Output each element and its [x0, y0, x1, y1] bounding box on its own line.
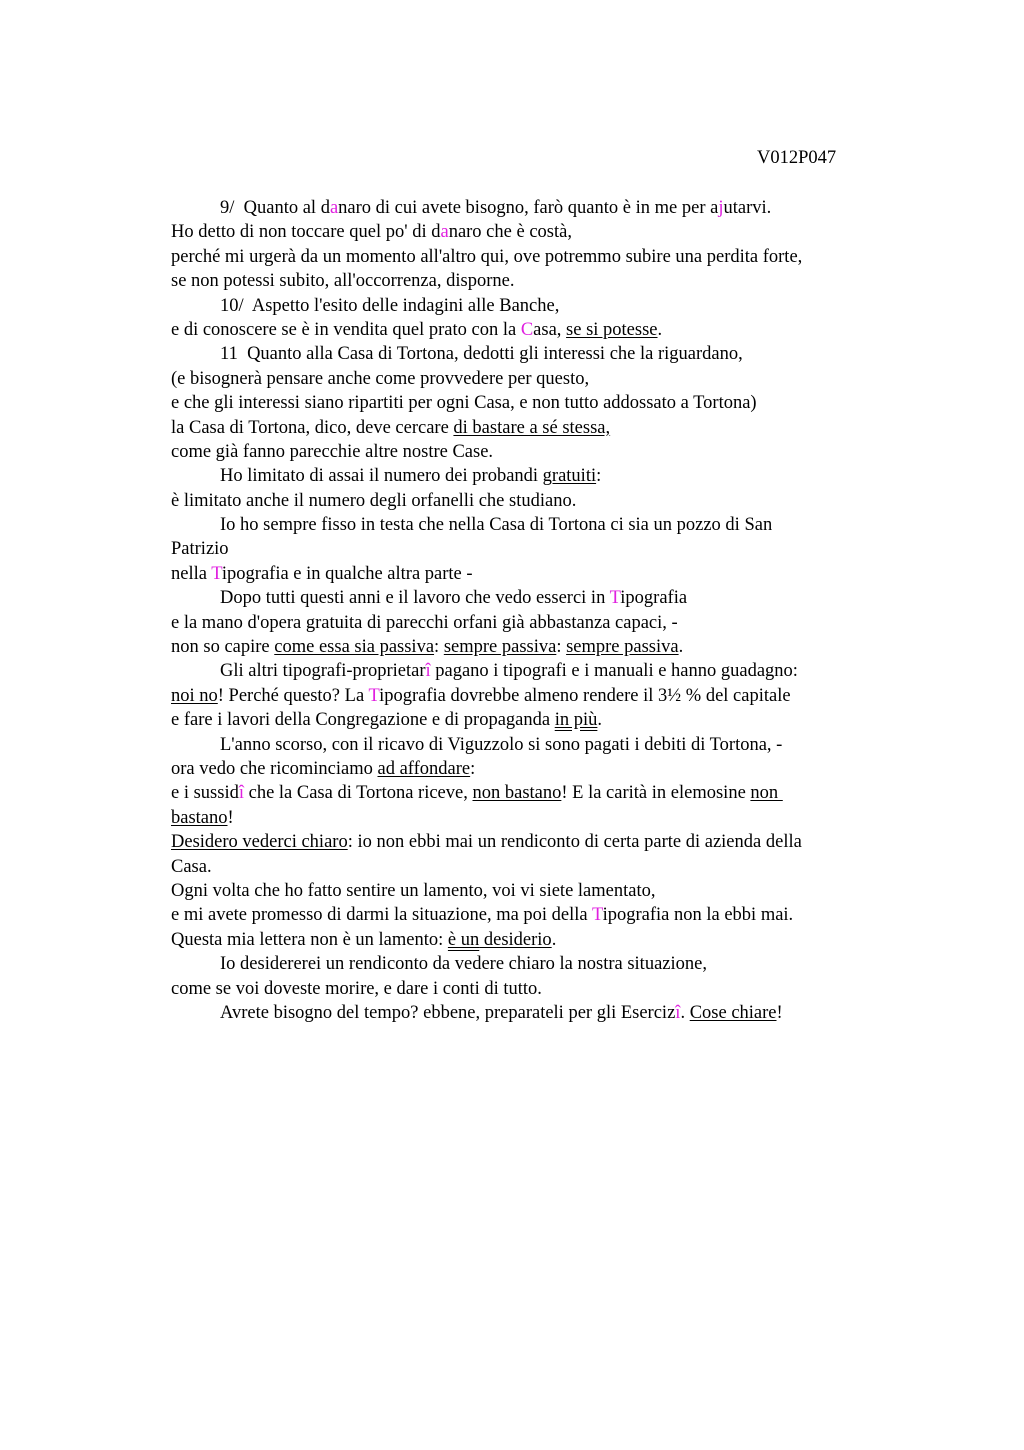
- text-segment: Dopo tutti questi anni e il lavoro che vedo esserci in: [220, 588, 610, 609]
- text-line: [171, 586, 883, 610]
- text-line: [171, 928, 883, 952]
- text-segment: pagano i tipografi e i manuali e hanno guadagno:: [430, 661, 798, 682]
- text-segment: naro che è costà,: [448, 222, 572, 243]
- underlined-text: bastano: [171, 807, 228, 828]
- underlined-text: Cose chiare: [689, 1002, 777, 1023]
- underlined-text: gratuiti: [542, 466, 597, 487]
- text-segment: Questa mia lettera non è un lamento:: [171, 929, 448, 950]
- text-segment: : io non ebbi mai un rendiconto di certa parte di azienda della: [347, 832, 802, 853]
- text-segment: ipografia: [620, 588, 688, 609]
- text-line: [171, 977, 883, 1001]
- text-line: [171, 416, 883, 440]
- text-segment: ipografia non la ebbi mai.: [602, 905, 794, 926]
- text-segment: e la mano d'opera gratuita di parecchi orfani già abbastanza capaci, -: [171, 612, 678, 633]
- underlined-text: di bastare a sé stessa,: [453, 417, 611, 438]
- text-line: [171, 513, 883, 537]
- page-identifier: V012P047: [757, 148, 837, 168]
- text-segment: come già fanno parecchie altre nostre Case.: [171, 441, 494, 462]
- text-line: [171, 537, 883, 561]
- text-segment: L'anno scorso, con il ricavo di Viguzzolo si sono pagati i debiti di Tortona, -: [220, 734, 783, 755]
- text-segment: naro di cui avete bisogno, farò quanto è in me per a: [338, 198, 719, 218]
- text-segment: ! Perché questo? La: [217, 685, 369, 706]
- highlighted-letter: C: [520, 319, 534, 340]
- text-segment: .: [551, 929, 557, 950]
- text-segment: :: [434, 637, 444, 658]
- double-underlined-text: è un: [447, 929, 480, 950]
- text-line: [171, 489, 883, 513]
- text-line: [171, 635, 883, 659]
- text-segment: Avrete bisogno del tempo? ebbene, preparateli per gli Eserciz: [220, 1002, 676, 1023]
- highlighted-letter: j: [718, 198, 724, 218]
- text-segment: Io ho sempre fisso in testa che nella Casa di Tortona ci sia un pozzo di San: [220, 515, 773, 536]
- highlighted-letter: a: [440, 222, 449, 243]
- text-segment: :: [556, 637, 567, 658]
- text-segment: e fare i lavori della Congregazione e di propaganda: [171, 710, 555, 731]
- text-segment: perché mi urgerà da un momento all'altro qui, ove potremmo subire una perdita forte,: [171, 246, 803, 267]
- text-line: [171, 440, 883, 464]
- text-segment: .: [680, 1002, 690, 1023]
- text-segment: non so capire: [171, 637, 275, 658]
- text-line: [171, 342, 883, 366]
- text-segment: Gli altri tipografi-proprietar: [220, 661, 426, 682]
- highlighted-letter: î: [238, 783, 244, 804]
- underlined-text: ad affondare: [377, 758, 471, 779]
- text-line: [171, 830, 883, 854]
- double-underlined-text: in più: [554, 710, 598, 731]
- text-segment: !: [776, 1002, 783, 1023]
- text-segment: !: [227, 807, 234, 828]
- text-segment: e di conoscere se è in vendita quel prato con la: [171, 319, 521, 340]
- text-line: [171, 903, 883, 927]
- text-segment: ipografia e in qualche altra parte -: [221, 563, 473, 584]
- text-segment: Ho detto di non toccare quel po' di d: [171, 222, 441, 243]
- text-segment: Patrizio: [171, 539, 229, 560]
- text-line: [171, 196, 883, 220]
- text-line: [171, 245, 883, 269]
- text-line: [171, 733, 883, 757]
- text-segment: e mi avete promesso di darmi la situazione, ma poi della: [171, 905, 592, 926]
- text-segment: :: [596, 466, 602, 487]
- underlined-text: noi no: [171, 685, 218, 706]
- text-line: [171, 391, 883, 415]
- text-segment: asa,: [533, 319, 567, 340]
- highlighted-letter: T: [211, 563, 222, 584]
- text-segment: 10/ Aspetto l'esito delle indagini alle Banche,: [220, 295, 560, 316]
- letter-body: [171, 196, 883, 1025]
- text-line: [171, 562, 883, 586]
- text-segment: ipografia dovrebbe almeno rendere il 3½ % del capitale: [379, 685, 791, 706]
- text-line: [171, 1001, 883, 1025]
- text-line: [171, 757, 883, 781]
- highlighted-letter: î: [425, 661, 431, 682]
- text-segment: se non potessi subito, all'occorrenza, disporne.: [171, 271, 515, 292]
- text-line: [171, 294, 883, 318]
- text-segment: .: [597, 710, 602, 731]
- highlighted-letter: T: [368, 685, 380, 706]
- text-segment: è limitato anche il numero degli orfanelli che studiano.: [171, 490, 577, 511]
- underlined-text: desiderio: [479, 929, 552, 950]
- text-segment: .: [678, 637, 684, 658]
- text-segment: nella: [171, 563, 212, 584]
- underlined-text: come essa sia passiva: [274, 637, 435, 658]
- text-segment: Ogni volta che ho fatto sentire un lamento, voi vi siete lamentato,: [171, 880, 656, 901]
- underlined-text: se si potesse: [566, 319, 658, 340]
- highlighted-letter: a: [329, 198, 339, 218]
- text-line: [171, 220, 883, 244]
- text-line: [171, 952, 883, 976]
- text-line: [171, 684, 883, 708]
- underlined-text: sempre passiva: [443, 637, 557, 658]
- text-segment: ! E la carità in elemosine: [561, 783, 751, 804]
- underlined-text: non: [750, 783, 783, 804]
- text-segment: ora vedo che ricominciamo: [171, 758, 378, 779]
- text-line: [171, 806, 883, 830]
- text-segment: 9/ Quanto al d: [220, 198, 330, 218]
- text-line: [171, 464, 883, 488]
- text-segment: Ho limitato di assai il numero dei probandi: [220, 466, 543, 487]
- text-line: [171, 367, 883, 391]
- text-segment: 11 Quanto alla Casa di Tortona, dedotti gli interessi che la riguardano,: [220, 344, 743, 365]
- text-segment: :: [470, 758, 476, 779]
- text-line: [171, 781, 883, 805]
- text-line: [171, 708, 883, 732]
- text-segment: la Casa di Tortona, dico, deve cercare: [171, 417, 454, 438]
- text-segment: (e bisognerà pensare anche come provvedere per questo,: [171, 368, 590, 389]
- highlighted-letter: T: [591, 905, 603, 926]
- underlined-text: Desidero vederci chiaro: [171, 832, 348, 853]
- text-segment: come se voi doveste morire, e dare i conti di tutto.: [171, 978, 542, 999]
- text-line: [171, 269, 883, 293]
- text-line: [171, 879, 883, 903]
- highlighted-letter: T: [609, 588, 621, 609]
- text-segment: Casa.: [171, 856, 212, 877]
- underlined-text: non bastano: [472, 783, 562, 804]
- text-line: [171, 611, 883, 635]
- text-line: [171, 659, 883, 683]
- text-line: [171, 318, 883, 342]
- text-segment: utarvi.: [723, 198, 772, 218]
- highlighted-letter: î: [675, 1002, 681, 1023]
- text-segment: e che gli interessi siano ripartiti per ogni Casa, e non tutto addossato a Tortona): [171, 393, 757, 414]
- underlined-text: sempre passiva: [566, 637, 679, 658]
- text-segment: e i sussid: [171, 783, 239, 804]
- text-segment: Io desidererei un rendiconto da vedere chiaro la nostra situazione,: [220, 954, 707, 975]
- text-line: [171, 855, 883, 879]
- text-segment: .: [657, 319, 663, 340]
- text-segment: che la Casa di Tortona riceve,: [243, 783, 473, 804]
